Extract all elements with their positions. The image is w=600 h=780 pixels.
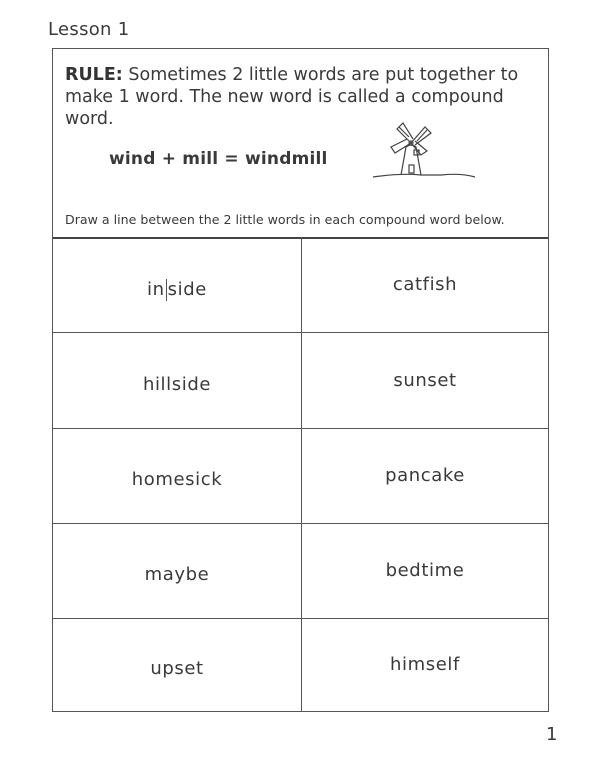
windmill-icon [371,115,481,195]
word-cell[interactable]: homesick [131,469,223,490]
word-part: side [167,279,207,300]
word-cell[interactable]: bedtime [385,560,465,581]
lesson-title: Lesson 1 [48,19,130,40]
page-number: 1 [546,724,558,745]
drawn-divider-line [166,279,167,301]
example-equation: wind + mill = windmill [109,149,328,169]
word-cell-inside[interactable] [53,237,301,332]
rule-body: Sometimes 2 little words are put together to make 1 word. The new word is called a compound word. [65,65,519,129]
rule-box [53,49,548,239]
word-cell[interactable]: maybe [144,564,210,585]
word-cell[interactable]: upset [150,658,204,679]
word-cell[interactable]: catfish [392,274,458,295]
instruction-text: Draw a line between the 2 little words in each compound word below. [65,212,505,227]
word-part: in [147,279,165,300]
worksheet [52,48,549,712]
word-cell[interactable]: himself [390,654,460,675]
word-grid [53,237,548,711]
word-cell[interactable]: hillside [142,373,212,395]
word-cell[interactable]: pancake [385,465,465,486]
word-cell[interactable]: sunset [393,369,457,391]
rule-label: RULE: [65,65,123,85]
